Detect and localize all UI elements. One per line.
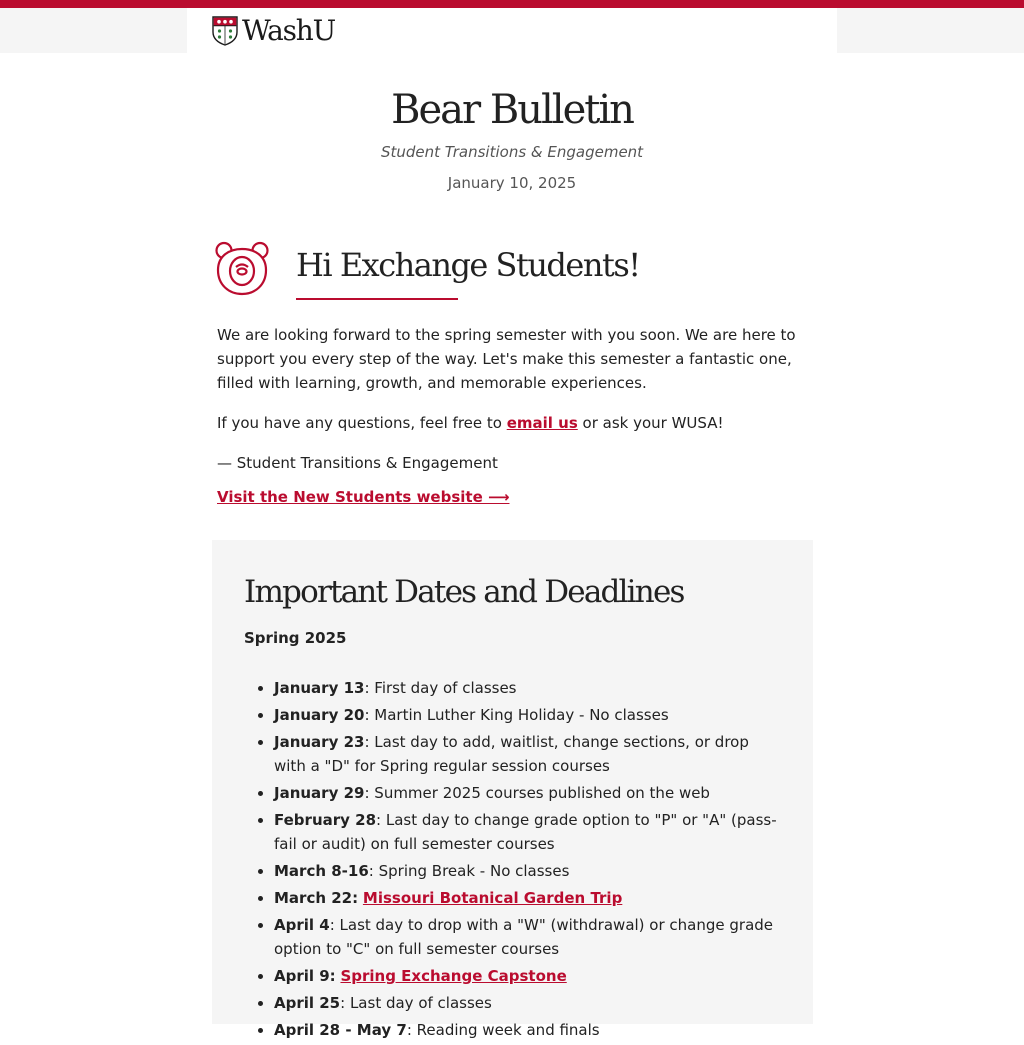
date-item [274, 781, 784, 805]
date-label: February 28 [274, 811, 377, 829]
date-label: March 8-16 [274, 862, 369, 880]
contact-paragraph [217, 411, 812, 435]
date-description: First day of classes [374, 679, 517, 697]
date-separator: : [376, 811, 386, 829]
date-separator: : [364, 679, 375, 697]
greeting-underline [296, 298, 458, 300]
intro-paragraph: We are looking forward to the spring semester with you soon. We are here to support you every step of the way. Let's make this semester a fantastic one, filled with learning, growth, and memorable experiences. [217, 326, 796, 392]
date-separator: : [364, 733, 375, 751]
date-label: April 28 - May 7 [274, 1021, 407, 1039]
date-separator: : [364, 706, 375, 724]
date-separator: : [406, 1021, 417, 1039]
top-accent-stripe [0, 0, 1024, 8]
bear-icon [213, 240, 271, 298]
term-label: Spring 2025 [244, 629, 347, 647]
shield-icon [212, 16, 238, 46]
date-separator: : [340, 994, 350, 1012]
date-label: January 13 [274, 679, 365, 697]
date-separator: : [368, 862, 379, 880]
date-separator: : [329, 916, 340, 934]
date-label: March 22: [274, 889, 359, 907]
date-description: Last day to drop with a "W" (withdrawal) or change grade option to "C" on full semester courses [274, 916, 774, 958]
date-label: April 4 [274, 916, 330, 934]
date-item [274, 964, 784, 988]
greeting-heading: Hi Exchange Students! [296, 246, 640, 284]
contact-text-before: If you have any questions, feel free to [217, 414, 507, 432]
dates-heading: Important Dates and Deadlines [244, 574, 684, 610]
washu-logo[interactable] [212, 15, 335, 47]
logo-text: WashU [242, 14, 336, 47]
date-item [274, 991, 784, 1015]
dates-list [274, 676, 784, 1045]
date-description: Spring Break - No classes [378, 862, 570, 880]
date-description: Last day of classes [349, 994, 492, 1012]
date-item [274, 913, 784, 961]
date-label: April 25 [274, 994, 341, 1012]
date-item [274, 859, 784, 883]
date-label: January 23 [274, 733, 365, 751]
date-label: April 9: [274, 967, 336, 985]
newsletter-date: January 10, 2025 [447, 174, 577, 192]
date-label: January 20 [274, 706, 365, 724]
date-description: Last day to add, waitlist, change sections, or drop with a "D" for Spring regular session courses [274, 733, 749, 775]
date-item [274, 886, 784, 910]
newsletter-subtitle: Student Transitions & Engagement [380, 143, 644, 161]
dates-section [212, 540, 813, 1039]
contact-text-after: or ask your WUSA! [577, 414, 724, 432]
date-item [274, 808, 784, 856]
signoff: — Student Transitions & Engagement [217, 454, 498, 472]
date-description: Martin Luther King Holiday - No classes [374, 706, 669, 724]
date-description: Last day to change grade option to "P" or "A" (pass-fail or audit) on full semester courses [274, 811, 777, 853]
date-label: January 29 [274, 784, 365, 802]
newsletter-title: Bear Bulletin [391, 87, 633, 133]
date-item [274, 730, 784, 778]
email-us-link[interactable]: email us [506, 414, 578, 432]
event-link[interactable]: Spring Exchange Capstone [340, 967, 567, 985]
date-separator: : [364, 784, 375, 802]
masthead [0, 84, 1024, 193]
event-link[interactable]: Missouri Botanical Garden Trip [362, 889, 623, 907]
date-description: Summer 2025 courses published on the web [374, 784, 710, 802]
date-item [274, 703, 784, 727]
intro-section [217, 323, 812, 491]
date-item [274, 1018, 784, 1042]
new-students-website-link[interactable]: Visit the New Students website ⟶ [217, 488, 510, 506]
date-item [274, 676, 784, 700]
date-description: Reading week and finals [416, 1021, 600, 1039]
